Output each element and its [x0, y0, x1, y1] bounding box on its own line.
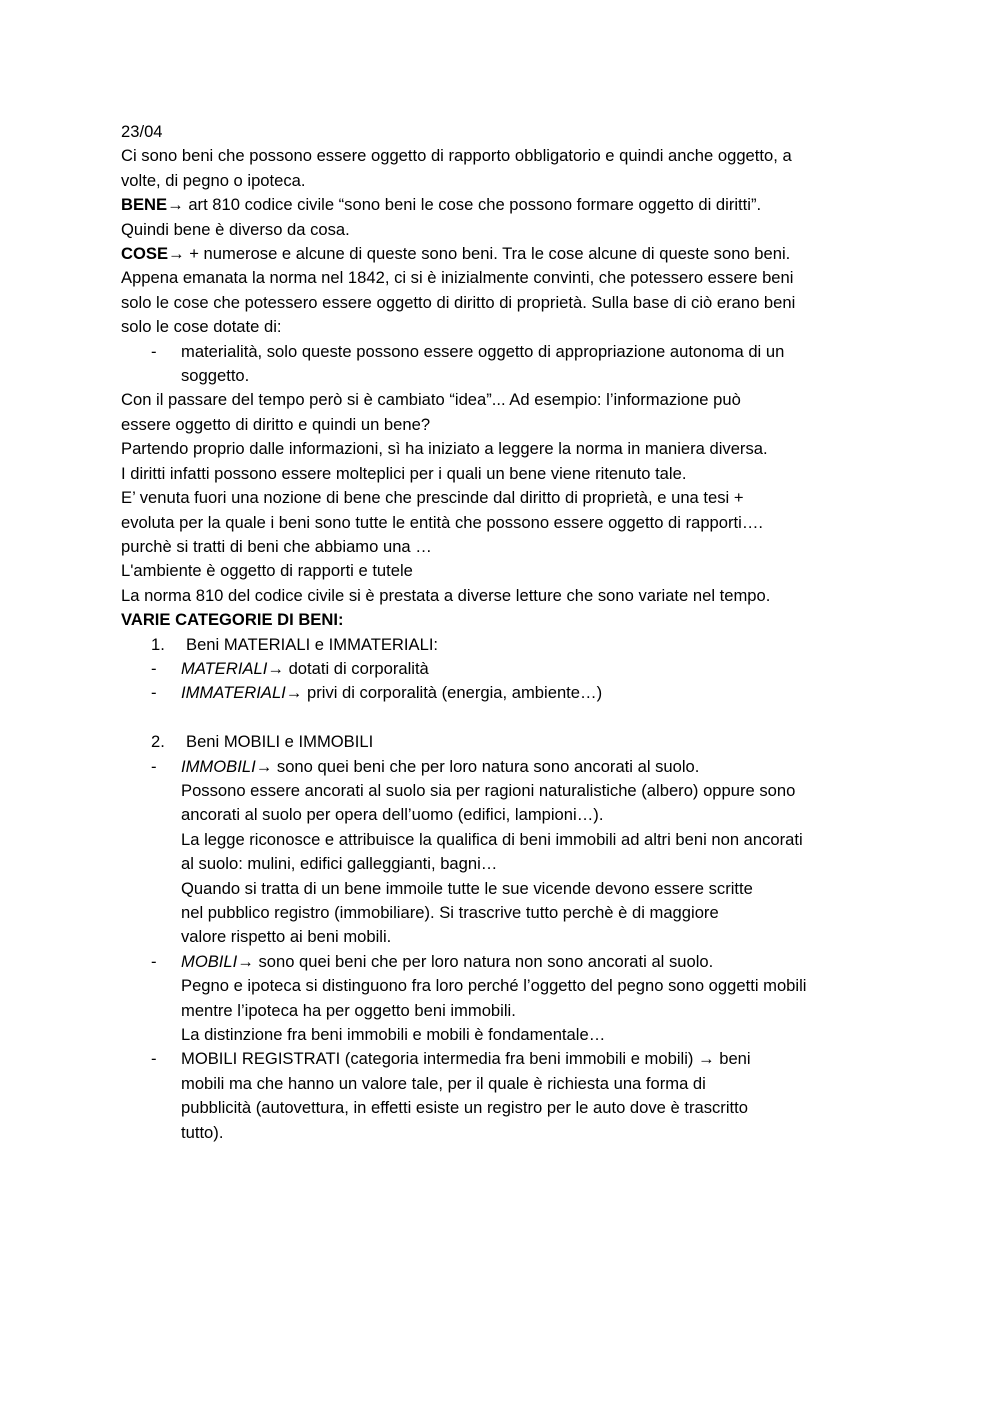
- list-item-line: MATERIALI→ dotati di corporalità: [181, 658, 429, 678]
- cose-definition: [121, 242, 891, 266]
- bene-term: BENE: [121, 195, 168, 215]
- list-item-line: ancorati al suolo per opera dell’uomo (edifici, lampioni…).: [181, 805, 604, 825]
- paragraph-line: Con il passare del tempo però si è cambiato “idea”... Ad esempio: l’informazione può: [121, 390, 741, 410]
- paragraph-line: solo le cose che potessero essere oggetto di diritto di proprietà. Sulla base di ciò erano beni: [121, 292, 796, 312]
- list-item-line: valore rispetto ai beni mobili.: [181, 927, 392, 947]
- document-page: [121, 120, 891, 1145]
- paragraph-line: La norma 810 del codice civile si è prestata a diverse letture che sono variate nel tempo.: [121, 585, 771, 605]
- paragraph-line: E’ venuta fuori una nozione di bene che prescinde dal diritto di proprietà, e una tesi +: [121, 488, 744, 508]
- list-item: [121, 755, 891, 950]
- list-item-line: mentre l’ipoteca ha per oggetto beni immobili.: [181, 1000, 516, 1020]
- cose-term: COSE: [121, 244, 169, 264]
- bullet-dash: -: [151, 658, 157, 678]
- paragraph-line: Quindi bene è diverso da cosa.: [121, 219, 350, 239]
- list-item-line: La legge riconosce e attribuisce la qualifica di beni immobili ad altri beni non ancorati: [181, 829, 803, 849]
- date: 23/04: [121, 122, 163, 141]
- paragraph-line: Ci sono beni che possono essere oggetto di rapporto obbligatorio e quindi anche oggetto, a: [121, 146, 792, 166]
- bullet-dash: -: [151, 341, 157, 361]
- list-item-line: nel pubblico registro (immobiliare). Si trascrive tutto perchè è di maggiore: [181, 902, 719, 922]
- list-item-line: tutto).: [181, 1122, 224, 1142]
- item-number: 2.: [151, 732, 165, 752]
- numbered-item-title: Beni MATERIALI e IMMATERIALI:: [186, 634, 439, 654]
- paragraph-line: Appena emanata la norma nel 1842, ci si è inizialmente convinti, che potessero essere beni: [121, 268, 794, 288]
- list-item-line: mobili ma che hanno un valore tale, per il quale è richiesta una forma di: [181, 1073, 706, 1093]
- paragraph-line: volte, di pegno o ipoteca.: [121, 170, 306, 190]
- list-item-line: al suolo: mulini, edifici galleggianti, bagni…: [181, 854, 498, 874]
- bullet-dash: -: [151, 951, 157, 971]
- numbered-item: [121, 730, 891, 754]
- section-heading: VARIE CATEGORIE DI BENI:: [121, 610, 344, 630]
- list-item: [121, 950, 891, 1048]
- list-item: [121, 340, 891, 389]
- paragraph-line: evoluta per la quale i beni sono tutte le entità che possono essere oggetto di rapporti….: [121, 512, 764, 532]
- list-item-line: MOBILI REGISTRATI (categoria intermedia fra beni immobili e mobili) → beni: [181, 1049, 751, 1069]
- blank-line: [121, 706, 891, 730]
- paragraph-line: L'ambiente è oggetto di rapporti e tutele: [121, 561, 413, 581]
- immateriali-term: IMMATERIALI: [181, 683, 286, 703]
- cose-text: → + numerose e alcune di queste sono beni. Tra le cose alcune di queste sono beni.: [168, 244, 791, 264]
- bullet-dash: -: [151, 683, 157, 703]
- numbered-item: [121, 633, 891, 657]
- list-item-line: IMMOBILI→ sono quei beni che per loro natura sono ancorati al suolo.: [181, 756, 700, 776]
- list-item-line: pubblicità (autovettura, in effetti esiste un registro per le auto dove è trascritto: [181, 1098, 748, 1118]
- immobili-term: IMMOBILI: [181, 756, 256, 776]
- list-item-line: MOBILI→ sono quei beni che per loro natura non sono ancorati al suolo.: [181, 951, 714, 971]
- list-item-line: Pegno e ipoteca si distinguono fra loro perché l’oggetto del pegno sono oggetti mobili: [181, 976, 807, 996]
- list-item: [121, 681, 891, 705]
- numbered-item-title: Beni MOBILI e IMMOBILI: [186, 732, 374, 752]
- list-item-line: IMMATERIALI→ privi di corporalità (energia, ambiente…): [181, 683, 603, 703]
- bullet-dash: -: [151, 1049, 157, 1069]
- list-item-line: La distinzione fra beni immobili e mobili è fondamentale…: [181, 1025, 606, 1045]
- list-item: [121, 657, 891, 681]
- paragraph-line: solo le cose dotate di:: [121, 317, 282, 337]
- paragraph-line: Partendo proprio dalle informazioni, sì ha iniziato a leggere la norma in maniera diversa.: [121, 439, 768, 459]
- list-item-line: soggetto.: [181, 366, 250, 386]
- bene-text: → art 810 codice civile “sono beni le cose che possono formare oggetto di diritti”.: [167, 195, 762, 215]
- item-number: 1.: [151, 634, 165, 654]
- materiali-term: MATERIALI: [181, 658, 268, 678]
- list-item: [121, 1047, 891, 1145]
- paragraph-line: essere oggetto di diritto e quindi un bene?: [121, 414, 431, 434]
- list-item-line: Possono essere ancorati al suolo sia per ragioni naturalistiche (albero) oppure sono: [181, 780, 796, 800]
- paragraph-line: purchè si tratti di beni che abbiamo una …: [121, 536, 432, 556]
- bullet-dash: -: [151, 756, 157, 776]
- mobili-term: MOBILI: [181, 951, 238, 971]
- list-item-line: materialità, solo queste possono essere oggetto di appropriazione autonoma di un: [181, 341, 785, 361]
- bene-definition: [121, 193, 891, 217]
- list-item-line: Quando si tratta di un bene immoile tutte le sue vicende devono essere scritte: [181, 878, 753, 898]
- paragraph-line: I diritti infatti possono essere molteplici per i quali un bene viene ritenuto tale.: [121, 463, 687, 483]
